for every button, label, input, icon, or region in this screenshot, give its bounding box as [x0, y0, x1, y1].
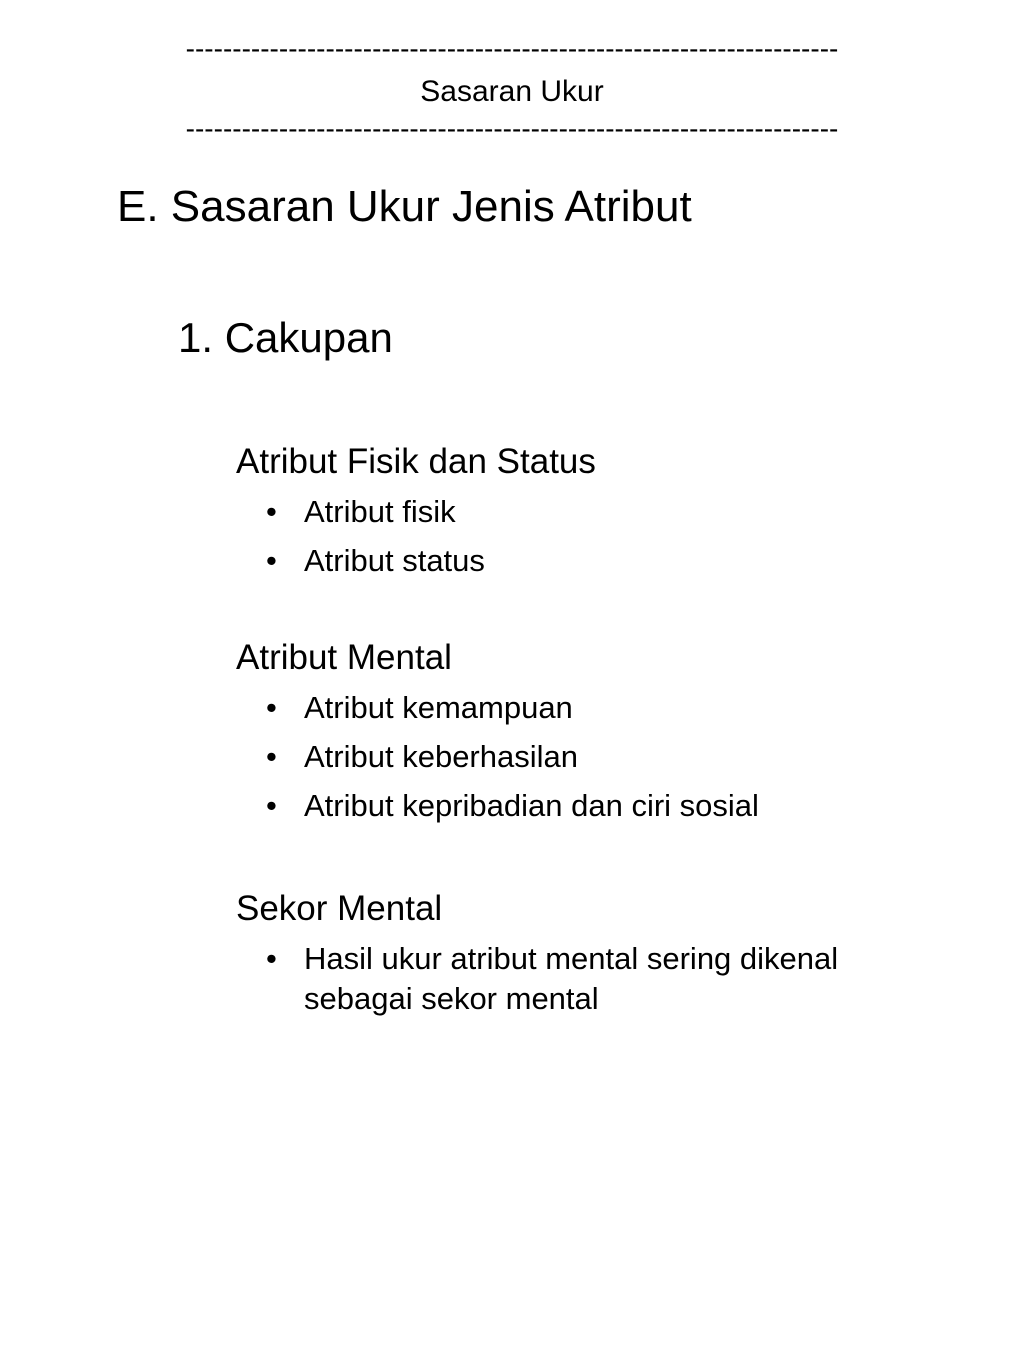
list-item-text: Hasil ukur atribut mental sering dikenal sebagai sekor mental	[304, 941, 839, 1016]
bullet-list	[236, 939, 936, 1019]
list-item-text: Atribut fisik	[304, 494, 456, 529]
list-item	[236, 539, 936, 583]
header-rule-top: ----------------------------------------------------------------------	[185, 33, 839, 64]
group-title: Sekor Mental	[236, 889, 443, 928]
list-item	[236, 735, 936, 779]
group-physical-status	[236, 440, 936, 583]
list-item-text: Atribut status	[304, 543, 485, 578]
list-item-text: Atribut kemampuan	[304, 690, 573, 725]
list-item	[236, 686, 936, 730]
group-mental-score	[236, 887, 936, 1019]
group-title: Atribut Mental	[236, 638, 452, 677]
bullet-list	[236, 490, 936, 583]
bullet-icon: •	[266, 788, 277, 823]
main-heading: E. Sasaran Ukur Jenis Atribut	[117, 182, 692, 231]
list-item	[236, 490, 936, 534]
sub-heading: 1. Cakupan	[178, 314, 393, 361]
group-mental-attributes	[236, 636, 936, 828]
group-title: Atribut Fisik dan Status	[236, 442, 596, 481]
bullet-icon: •	[266, 941, 277, 976]
bullet-list	[236, 686, 936, 828]
bullet-icon: •	[266, 494, 277, 529]
header-rule-bottom: ----------------------------------------------------------------------	[185, 113, 839, 144]
list-item	[236, 784, 936, 828]
header-title: Sasaran Ukur	[420, 75, 604, 108]
list-item-text: Atribut keberhasilan	[304, 739, 578, 774]
list-item-text: Atribut kepribadian dan ciri sosial	[304, 788, 759, 823]
bullet-icon: •	[266, 739, 277, 774]
list-item	[236, 939, 936, 1019]
bullet-icon: •	[266, 543, 277, 578]
bullet-icon: •	[266, 690, 277, 725]
